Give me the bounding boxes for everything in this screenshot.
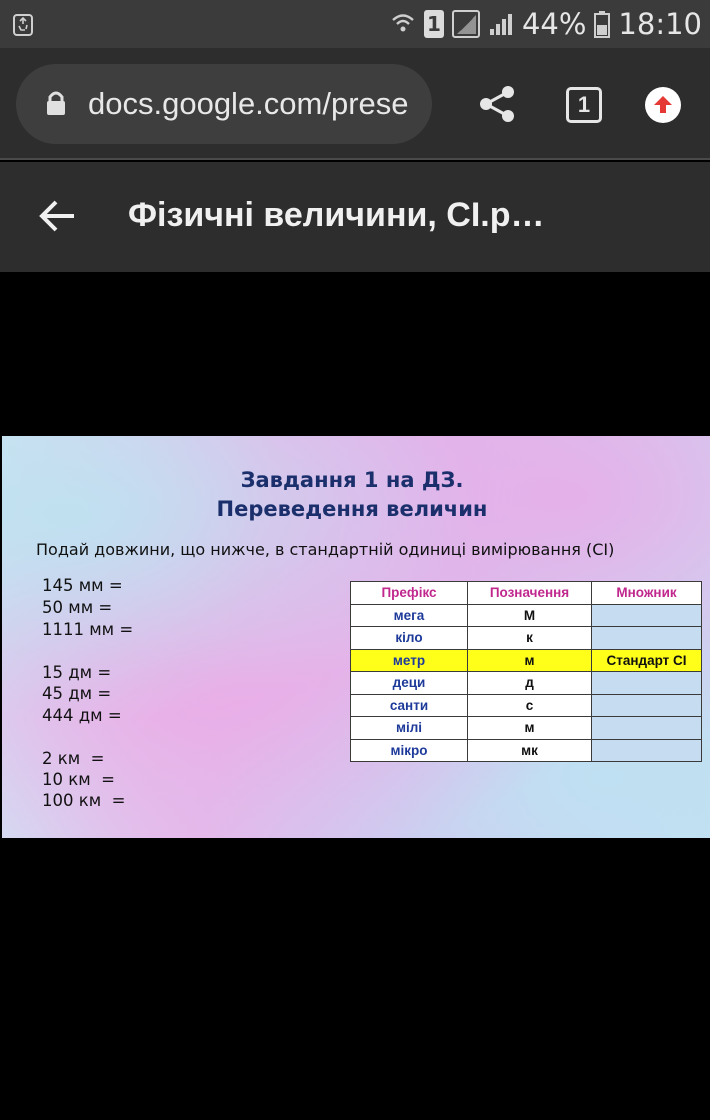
signal-strength-icon — [452, 10, 480, 38]
column-header-prefix: Префікс — [351, 582, 468, 605]
multiplier-cell: Стандарт СІ — [592, 649, 702, 672]
multiplier-cell — [592, 717, 702, 740]
prefix-cell: мікро — [351, 739, 468, 762]
conversion-item: 2 км = — [42, 749, 105, 768]
table-row-highlighted — [351, 649, 702, 672]
prefix-cell: мілі — [351, 717, 468, 740]
slide-subtitle: Переведення величин — [216, 497, 488, 521]
slide[interactable] — [2, 436, 710, 838]
address-bar[interactable] — [16, 64, 432, 144]
battery-icon — [594, 10, 610, 38]
table-row — [351, 672, 702, 695]
symbol-cell: м — [468, 649, 592, 672]
lock-icon — [46, 90, 66, 116]
table-row — [351, 694, 702, 717]
slide-title: Завдання 1 на ДЗ. — [240, 468, 464, 492]
prefix-table — [350, 581, 702, 762]
multiplier-cell — [592, 604, 702, 627]
doc-title: Фізичні величини, СІ.р… — [128, 196, 545, 234]
multiplier-cell — [592, 694, 702, 717]
wifi-icon — [390, 11, 416, 37]
battery-percent: 44% — [521, 7, 587, 41]
symbol-cell: мк — [468, 739, 592, 762]
conversion-item: 444 дм = — [42, 706, 122, 725]
back-arrow-icon[interactable] — [38, 197, 76, 235]
prefix-cell: деци — [351, 672, 468, 695]
symbol-cell: с — [468, 694, 592, 717]
table-row — [351, 627, 702, 650]
prefix-cell: мега — [351, 604, 468, 627]
tab-switcher-button[interactable]: 1 — [566, 87, 602, 123]
prefix-cell: метр — [351, 649, 468, 672]
prefix-cell: санти — [351, 694, 468, 717]
table-header-row — [351, 582, 702, 605]
multiplier-cell — [592, 672, 702, 695]
symbol-cell: к — [468, 627, 592, 650]
prefix-cell: кіло — [351, 627, 468, 650]
conversion-item: 100 км = — [42, 791, 126, 810]
conversion-item: 45 дм = — [42, 684, 112, 703]
cellular-signal-icon — [488, 11, 514, 37]
doc-title-bar — [0, 162, 710, 272]
symbol-cell: М — [468, 604, 592, 627]
conversion-item: 15 дм = — [42, 663, 112, 682]
conversion-item: 50 мм = — [42, 598, 113, 617]
table-row — [351, 604, 702, 627]
url-text[interactable]: docs.google.com/prese — [88, 86, 409, 121]
recycle-notification-icon — [12, 12, 34, 36]
clock: 18:10 — [618, 7, 702, 41]
symbol-cell: м — [468, 717, 592, 740]
symbol-cell: д — [468, 672, 592, 695]
column-header-symbol: Позначення — [468, 582, 592, 605]
up-arrow-icon — [652, 94, 674, 116]
upload-icon[interactable] — [645, 87, 681, 123]
conversion-item: 10 км = — [42, 770, 115, 789]
browser-toolbar — [0, 48, 710, 160]
conversion-item: 1111 мм = — [42, 620, 134, 639]
share-icon[interactable] — [478, 84, 518, 124]
sim-badge: 1 — [424, 10, 444, 38]
column-header-multiplier: Множник — [592, 582, 702, 605]
table-row — [351, 717, 702, 740]
multiplier-cell — [592, 627, 702, 650]
table-row — [351, 739, 702, 762]
conversion-item: 145 мм = — [42, 576, 123, 595]
slide-instruction: Подай довжини, що нижче, в стандартній одиниці вимірювання (СІ) — [36, 540, 615, 559]
status-bar — [0, 0, 710, 48]
multiplier-cell — [592, 739, 702, 762]
